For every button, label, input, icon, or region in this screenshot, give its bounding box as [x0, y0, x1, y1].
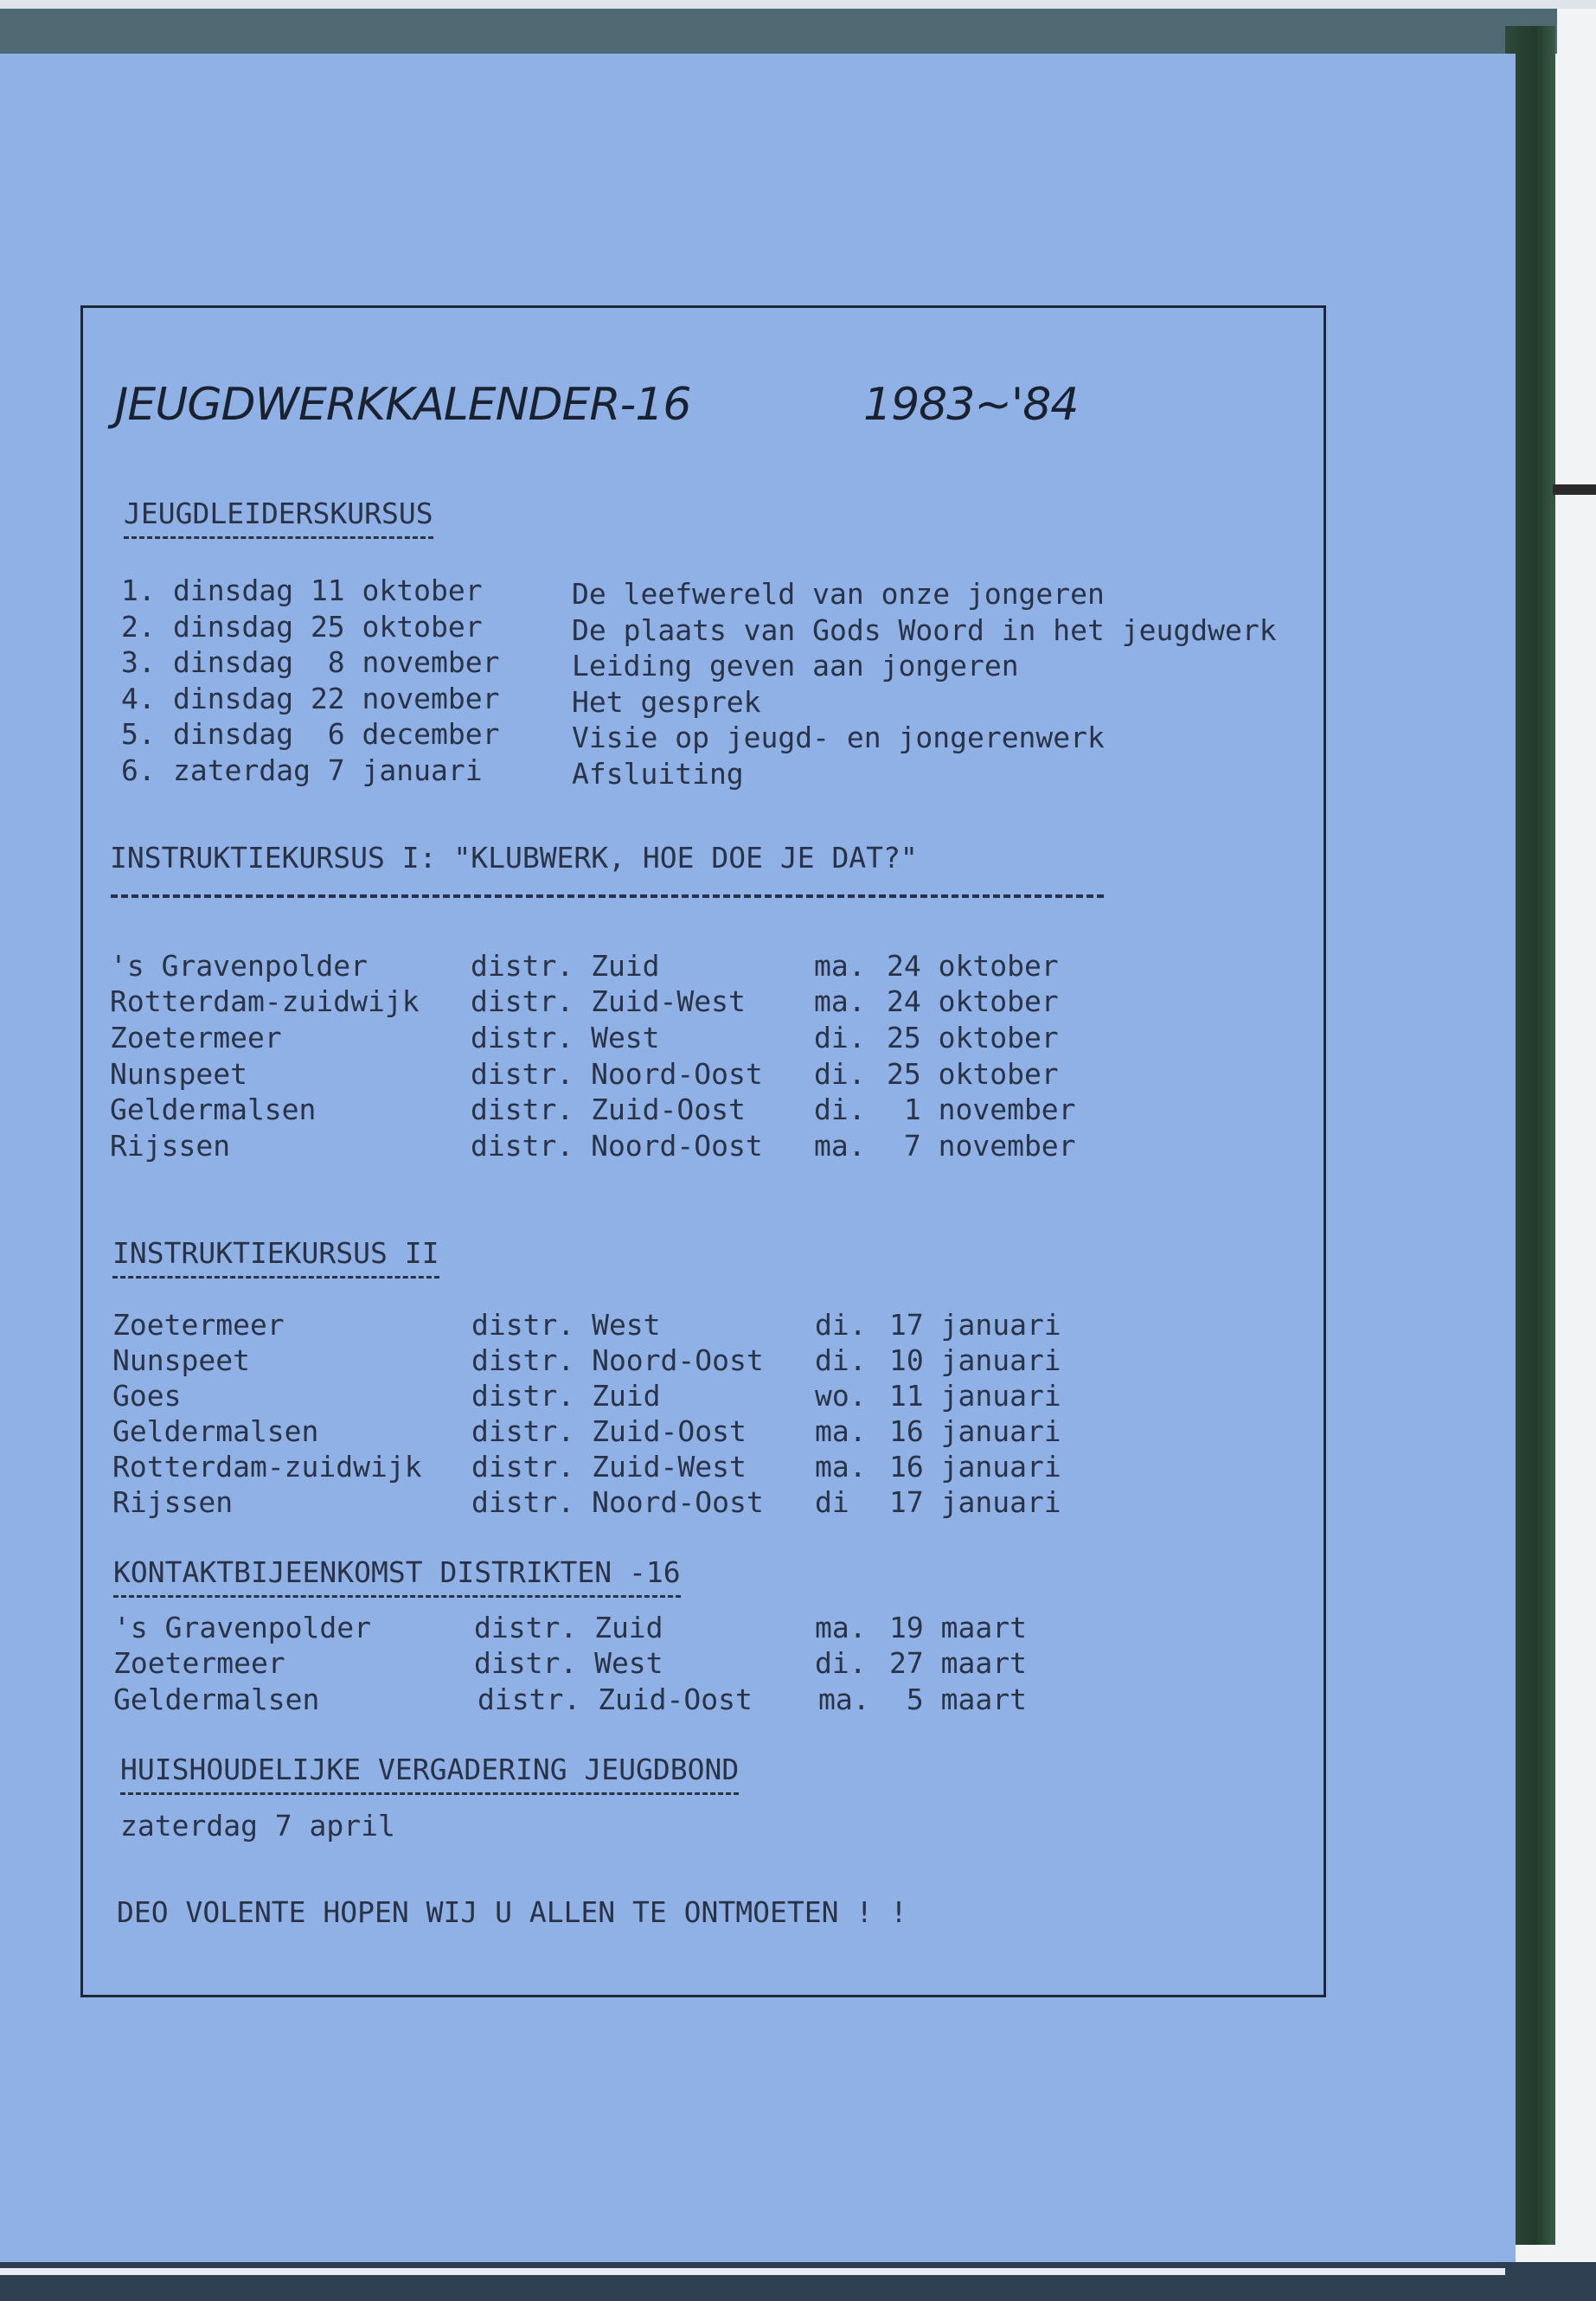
row-day: di — [815, 1485, 849, 1519]
row-district: distr. Zuid-West — [471, 984, 746, 1018]
page-title — [115, 379, 1079, 431]
item-date: dinsdag 8 november — [173, 645, 500, 679]
section-heading-instruktie-2: INSTRUKTIEKURSUS II — [112, 1236, 439, 1279]
row-date: 25 oktober — [887, 1057, 1059, 1091]
row-place: Nunspeet — [110, 1057, 247, 1091]
row-place: Goes — [112, 1379, 182, 1413]
item-topic: Leiding geven aan jongeren — [572, 649, 1019, 683]
row-day: wo. — [815, 1379, 867, 1413]
item-number: 3. — [121, 645, 156, 679]
row-date: 7 november — [887, 1129, 1076, 1163]
row-day: ma. — [815, 1611, 867, 1644]
item-number: 2. — [121, 610, 156, 644]
section-heading-huishoudelijke: HUISHOUDELIJKE VERGADERING JEUGDBOND — [120, 1753, 739, 1795]
row-date: 5 maart — [889, 1682, 1027, 1716]
row-day: ma. — [815, 1450, 867, 1484]
row-place: Rotterdam-zuidwijk — [110, 984, 420, 1018]
row-day: ma. — [818, 1682, 870, 1716]
section-heading-kontakt: KONTAKTBIJEENKOMST DISTRIKTEN -16 — [113, 1555, 681, 1598]
row-district: distr. Zuid-Oost — [471, 1093, 746, 1126]
row-date: 24 oktober — [887, 949, 1059, 983]
row-day: ma. — [814, 949, 866, 983]
meeting-date: zaterdag 7 april — [120, 1809, 395, 1843]
row-date: 19 maart — [889, 1611, 1027, 1644]
row-date: 17 januari — [889, 1485, 1061, 1519]
row-place: Rijssen — [110, 1129, 231, 1163]
row-place: Zoetermeer — [110, 1021, 282, 1054]
item-topic: Afsluiting — [572, 757, 744, 791]
scan-bottom-edge — [0, 2268, 1505, 2275]
row-place: Rotterdam-zuidwijk — [112, 1450, 422, 1484]
row-district: distr. West — [471, 1308, 661, 1342]
row-place: Geldermalsen — [110, 1093, 317, 1126]
row-date: 10 januari — [889, 1343, 1061, 1377]
row-day: ma. — [814, 984, 866, 1018]
item-date: zaterdag 7 januari — [173, 753, 483, 787]
row-day: di. — [815, 1343, 867, 1377]
item-number: 6. — [121, 753, 156, 787]
row-date: 24 oktober — [887, 984, 1059, 1018]
row-district: distr. Zuid — [474, 1611, 663, 1644]
item-number: 4. — [121, 682, 156, 715]
item-topic: De plaats van Gods Woord in het jeugdwerk — [572, 613, 1277, 647]
row-date: 16 januari — [889, 1450, 1061, 1484]
section-heading-jeugdleiders: JEUGDLEIDERSKURSUS — [124, 497, 433, 539]
row-day: di. — [814, 1093, 866, 1126]
item-number: 1. — [121, 574, 156, 607]
row-place: Zoetermeer — [113, 1646, 285, 1680]
row-place: Geldermalsen — [113, 1682, 320, 1716]
title-text: JEUGDWERKKALENDER-16 — [115, 379, 691, 431]
row-day: di. — [814, 1057, 866, 1091]
row-date: 17 januari — [889, 1308, 1061, 1342]
section-heading-instruktie-1: INSTRUKTIEKURSUS I: "KLUBWERK, HOE DOE JE DAT?" — [110, 841, 918, 875]
item-topic: Het gesprek — [572, 685, 761, 719]
row-date: 27 maart — [889, 1646, 1027, 1680]
item-date: dinsdag 11 oktober — [173, 574, 483, 607]
row-date: 16 januari — [889, 1414, 1061, 1448]
row-place: Geldermalsen — [112, 1414, 319, 1448]
row-place: Nunspeet — [112, 1343, 250, 1377]
row-district: distr. Noord-Oost — [471, 1129, 763, 1163]
item-number: 5. — [121, 717, 156, 751]
item-topic: De leefwereld van onze jongeren — [572, 577, 1105, 611]
row-district: distr. Zuid-Oost — [471, 1414, 747, 1448]
row-place: 's Gravenpolder — [113, 1611, 372, 1644]
binder-spine-edge — [1553, 484, 1596, 495]
closing-line: DEO VOLENTE HOPEN WIJ U ALLEN TE ONTMOETEN ! ! — [117, 1895, 907, 1929]
row-day: di. — [815, 1308, 867, 1342]
item-date: dinsdag 6 december — [173, 717, 500, 751]
row-date: 11 januari — [889, 1379, 1061, 1413]
row-day: di. — [814, 1021, 866, 1054]
row-district: distr. Zuid — [471, 1379, 661, 1413]
dashed-rule — [111, 894, 1104, 898]
row-day: di. — [815, 1646, 867, 1680]
row-day: ma. — [815, 1414, 867, 1448]
item-date: dinsdag 22 november — [173, 682, 500, 715]
row-district: distr. Noord-Oost — [471, 1343, 764, 1377]
row-district: distr. Zuid-West — [471, 1450, 747, 1484]
season-year: 1983~'84 — [863, 379, 1079, 431]
row-place: Rijssen — [112, 1485, 234, 1519]
row-district: distr. Zuid — [471, 949, 660, 983]
row-day: ma. — [814, 1129, 866, 1163]
row-date: 1 november — [887, 1093, 1076, 1126]
row-place: Zoetermeer — [112, 1308, 285, 1342]
row-district: distr. West — [474, 1646, 663, 1680]
row-district: distr. Zuid-Oost — [478, 1682, 753, 1716]
item-date: dinsdag 25 oktober — [173, 610, 483, 644]
row-place: 's Gravenpolder — [110, 949, 369, 983]
binder-top-band — [0, 9, 1557, 54]
row-district: distr. Noord-Oost — [471, 1485, 764, 1519]
row-district: distr. West — [471, 1021, 660, 1054]
item-topic: Visie op jeugd- en jongerenwerk — [572, 721, 1105, 754]
row-district: distr. Noord-Oost — [471, 1057, 763, 1091]
scan-top-edge — [0, 0, 1596, 9]
row-date: 25 oktober — [887, 1021, 1059, 1054]
